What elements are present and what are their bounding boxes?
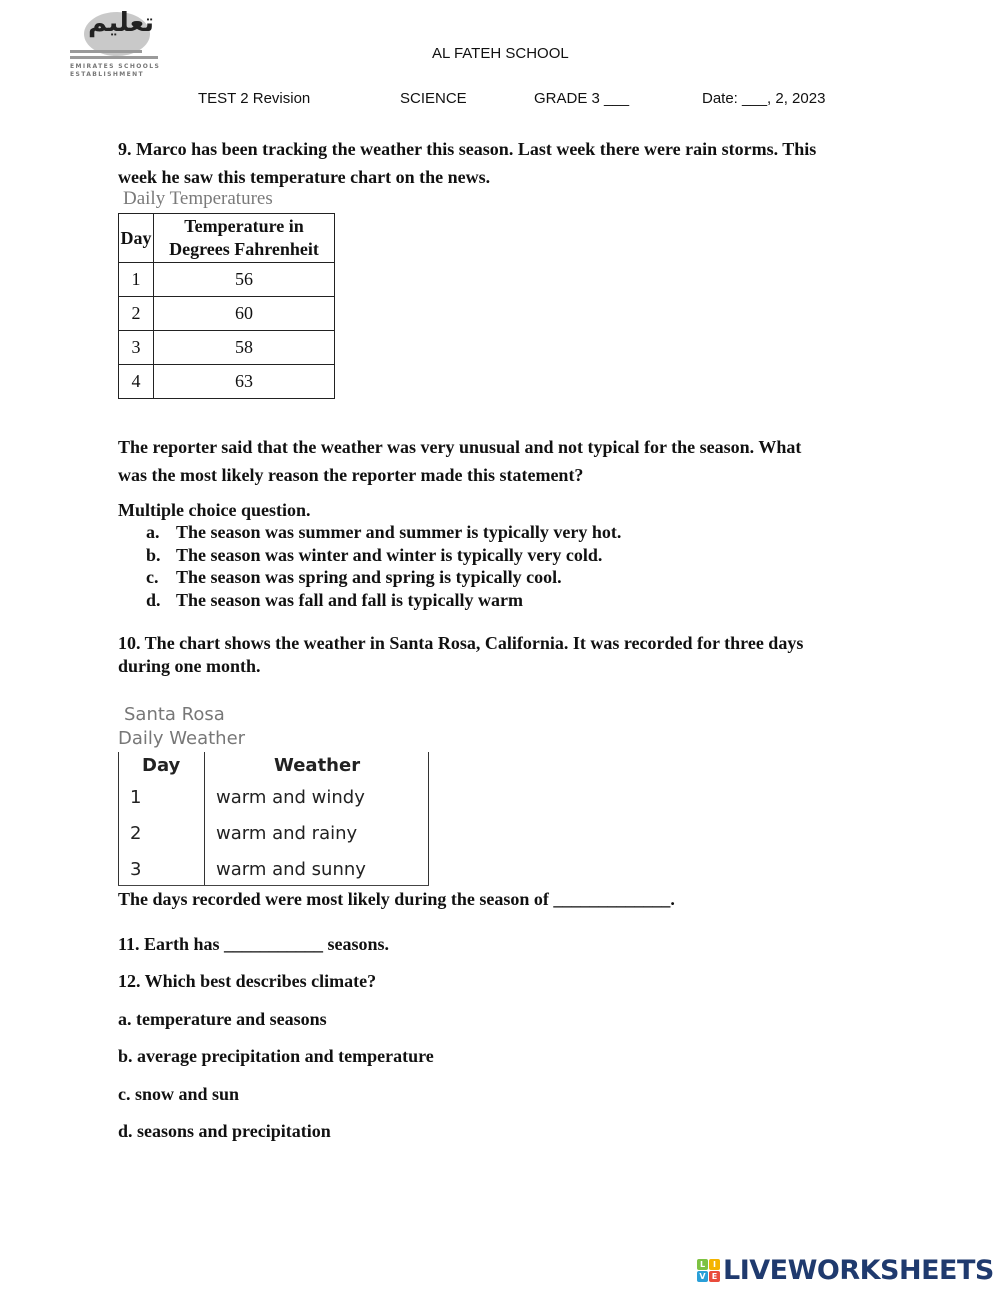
q10-prompt: The days recorded were most likely during the season of _____________. [118,889,675,909]
q9-table-caption: Daily Temperatures [123,188,273,209]
table-row [119,331,335,365]
q9-prompt-line2: was the most likely reason the reporter made this statement? [118,465,584,485]
choice-c[interactable] [146,566,621,589]
q12-choice-c[interactable]: c. snow and sun [118,1084,240,1104]
logo-arabic-line [70,50,142,53]
cell-day: 3 [119,331,154,365]
cell-day: 4 [119,365,154,399]
choice-label: a. [146,522,160,542]
q9-prompt-line1: The reporter said that the weather was very unusual and not typical for the season. What [118,437,802,457]
q12-text: 12. Which best describes climate? [118,971,377,991]
daily-temperatures-table [118,213,335,399]
q10-text-line2: during one month. [118,656,261,676]
cell-day: 1 [130,787,142,808]
tile-i: I [709,1259,720,1270]
table-border-right [428,752,429,886]
choice-label: c. [146,567,159,588]
choice-label: b. [146,544,161,565]
table-row [119,297,335,331]
choice-text: The season was spring and spring is typically cool. [176,567,562,588]
choice-text: The season was winter and winter is typically very cold. [176,544,603,565]
cell-weather: warm and windy [216,787,365,808]
test-title: TEST 2 Revision [198,90,311,107]
cell-temp: 63 [154,365,335,399]
date-field: Date: ___, 2, 2023 [702,90,826,107]
cell-weather: warm and rainy [216,823,358,844]
choice-a[interactable] [146,521,621,544]
q9-choices [146,521,621,612]
tile-l: L [697,1259,708,1270]
table-header-row [119,214,335,263]
header-day: Day [119,214,154,263]
choice-b[interactable] [146,544,621,567]
q10-caption-city: Santa Rosa [124,704,225,725]
logo-org-line2: ESTABLISHMENT [70,71,145,78]
table-divider [204,752,205,886]
cell-temp: 58 [154,331,335,365]
q12-choice-d[interactable]: d. seasons and precipitation [118,1121,331,1141]
header-weather: Weather [274,755,361,776]
choice-text: The season was fall and fall is typically warm [176,590,524,611]
header-temperature [154,214,335,263]
cell-day: 3 [130,859,142,880]
liveworksheets-brand [697,1255,994,1285]
logo-org-line1: EMIRATES SCHOOLS [70,63,161,70]
choice-text: The season was summer and summer is typically very hot. [176,522,622,542]
tile-e: E [709,1271,720,1282]
q10-text-line1: 10. The chart shows the weather in Santa Rosa, California. It was recorded for three days [118,633,804,653]
cell-temp: 60 [154,297,335,331]
header-temperature-line1: Temperature in [184,216,304,236]
table-row [119,365,335,399]
santa-rosa-weather-table [118,752,429,886]
cell-temp: 56 [154,263,335,297]
cell-day: 2 [119,297,154,331]
logo-arabic-mark: تعليم [87,8,155,38]
cell-day: 1 [119,263,154,297]
live-tiles-icon [697,1259,720,1282]
grade-field: GRADE 3 ___ [534,90,630,107]
table-border-left [118,752,119,886]
q10-caption-title: Daily Weather [118,728,246,749]
choice-label: d. [146,590,161,611]
subject: SCIENCE [400,90,467,107]
q11-text: 11. Earth has ___________ seasons. [118,934,390,954]
header-temperature-line2: Degrees Fahrenheit [169,239,319,259]
tile-v: V [697,1271,708,1282]
q9-text-line2: week he saw this temperature chart on the news. [118,167,491,187]
mc-label: Multiple choice question. [118,500,311,520]
header-day: Day [142,755,181,776]
choice-d[interactable] [146,589,621,612]
q12-choice-a[interactable]: a. temperature and seasons [118,1009,327,1029]
logo-arabic-line [70,56,158,59]
brand-wordmark: LIVEWORKSHEETS [723,1254,994,1286]
school-name: AL FATEH SCHOOL [432,45,569,62]
q12-choice-b[interactable]: b. average precipitation and temperature [118,1046,434,1066]
school-logo [68,6,172,80]
q9-text-line1: 9. Marco has been tracking the weather this season. Last week there were rain storms. This [118,139,817,159]
cell-weather: warm and sunny [216,859,366,880]
table-row [119,263,335,297]
cell-day: 2 [130,823,142,844]
